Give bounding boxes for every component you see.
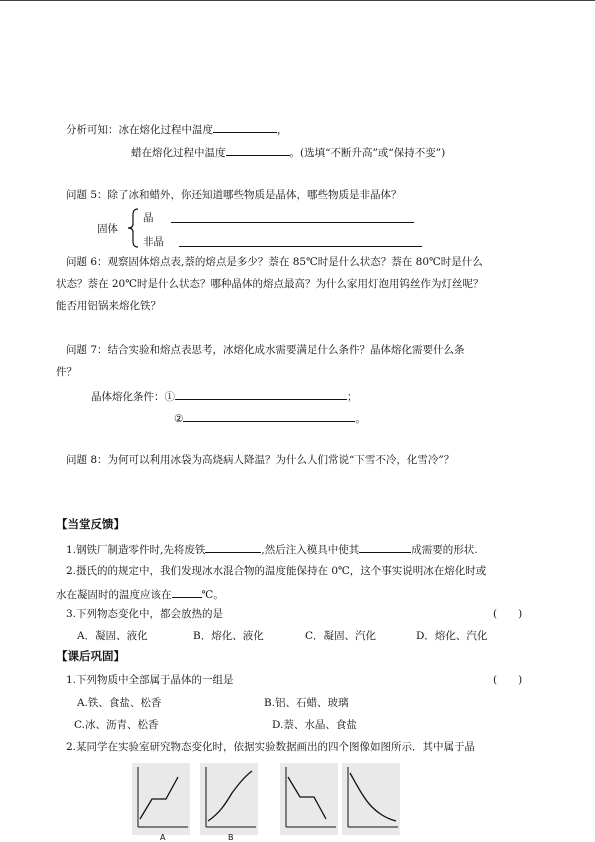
- option-b: B．熔化、液化: [193, 630, 264, 642]
- homework-item-1-answer-bracket[interactable]: ( ): [493, 674, 523, 686]
- option-d: D．熔化、汽化: [416, 630, 488, 642]
- graph-c: [280, 763, 338, 835]
- question-8: 问题 8：为何可以利用冰袋为高烧病人降温？为什么人们常说“下雪不冷，化雪冷”？: [66, 454, 455, 466]
- graph-b-label: B: [228, 833, 234, 842]
- homework-option-c: C.冰、沥青、松香: [74, 719, 159, 731]
- question-7-line-2: 件？: [56, 366, 77, 378]
- feedback-item-1-end: 成需要的形状.: [411, 544, 478, 556]
- feedback-item-3: 3.下列物态变化中，都会放热的是: [66, 608, 224, 620]
- question-5: 问题 5：除了冰和蜡外，你还知道哪些物质是晶体，哪些物质是非晶体？: [66, 189, 402, 201]
- graph-a-label: A: [160, 833, 166, 842]
- scrap-iron-blank[interactable]: [205, 541, 261, 553]
- condition-2-number: ②: [174, 413, 184, 425]
- option-a: A．凝固、液化: [77, 630, 148, 642]
- graph-b: [200, 763, 258, 835]
- ice-temp-blank[interactable]: [213, 121, 277, 133]
- feedback-item-3-answer-bracket[interactable]: ( ): [493, 608, 523, 620]
- feedback-item-1-middle: ,然后注入模具中使其: [261, 544, 360, 556]
- mould-blank[interactable]: [359, 541, 411, 553]
- graph-b-plot: [200, 763, 258, 835]
- analysis-line-1-end: ，: [277, 124, 288, 136]
- melting-condition-1: [91, 388, 358, 404]
- condition-2-blank[interactable]: [183, 410, 355, 422]
- feedback-item-2-line-1: 2.摄氏的的规定中，我们发现冰水混合物的温度能保持在 0℃，这个事实说明冰在熔化时或: [66, 565, 487, 577]
- crystal-answer-line[interactable]: [171, 222, 414, 223]
- noncrystal-answer-line[interactable]: [179, 246, 422, 247]
- analysis-line-2-text: 蜡在熔化过程中温度: [131, 147, 226, 159]
- homework-option-b: B.铝、石蜡、玻璃: [264, 697, 349, 709]
- condition-1-blank[interactable]: [175, 388, 347, 400]
- graph-d-plot: [342, 763, 400, 835]
- melting-condition-2: [174, 410, 366, 426]
- homework-item-1: 1.下列物质中全部属于晶体的一组是: [66, 674, 234, 686]
- page-top-border: [0, 0, 595, 1]
- wax-temp-blank[interactable]: [226, 144, 290, 156]
- crystal-label: 晶: [143, 212, 154, 224]
- noncrystal-label: 非晶: [143, 236, 164, 248]
- homework-option-a: A.铁、食盐、松香: [77, 697, 162, 709]
- feedback-item-2-unit: ℃。: [201, 589, 224, 601]
- feedback-heading: 【当堂反馈】: [56, 517, 125, 531]
- analysis-line-1: [66, 121, 288, 137]
- condition-1-end: ；: [347, 391, 358, 403]
- option-c: C．凝固、汽化: [305, 630, 377, 642]
- question-6-line-3: 能否用铝锅来熔化铁？: [56, 300, 161, 312]
- homework-option-d: D.萘、水晶、食盐: [272, 719, 357, 731]
- question-7-line-1: 问题 7：结合实验和熔点表思考，冰熔化成水需要满足什么条件？晶体熔化需要什么条: [66, 344, 465, 356]
- homework-heading: 【课后巩固】: [56, 649, 125, 663]
- phase-change-graphs: [132, 763, 400, 841]
- condition-2-end: 。: [355, 413, 366, 425]
- solid-label: 固体: [97, 223, 118, 235]
- melting-condition-label: 晶体熔化条件：①: [91, 391, 175, 403]
- analysis-line-2: [131, 144, 445, 160]
- temperature-blank[interactable]: [172, 586, 202, 598]
- feedback-item-1-text: 1.钢铁厂制造零件时,先将废铁: [66, 544, 206, 556]
- feedback-item-2-text: 水在凝固时的温度应该在: [56, 589, 172, 601]
- feedback-item-1: [66, 541, 478, 557]
- analysis-line-1-text: 分析可知：冰在熔化过程中温度: [66, 124, 213, 136]
- question-6-line-1: 问题 6：观察固体熔点表,萘的熔点是多少？萘在 85℃时是什么状态？萘在 80℃时是什么: [66, 256, 483, 268]
- question-6-line-2: 状态？萘在 20℃时是什么状态？哪种晶体的熔点最高？为什么家用灯泡用钨丝作为灯丝呢？: [56, 278, 484, 290]
- feedback-item-2-line-2: [56, 586, 224, 602]
- graph-a: [132, 763, 190, 835]
- homework-item-2: 2.某同学在实验室研究物态变化时，依据实验数据画出的四个图像如图所示．其中属于晶: [66, 741, 476, 753]
- graph-d: [342, 763, 400, 835]
- graph-c-plot: [280, 763, 338, 835]
- graph-a-plot: [132, 763, 190, 835]
- brace-icon: [126, 208, 140, 248]
- analysis-line-2-end: 。(选填“不断升高”或“保持不变”): [289, 147, 446, 159]
